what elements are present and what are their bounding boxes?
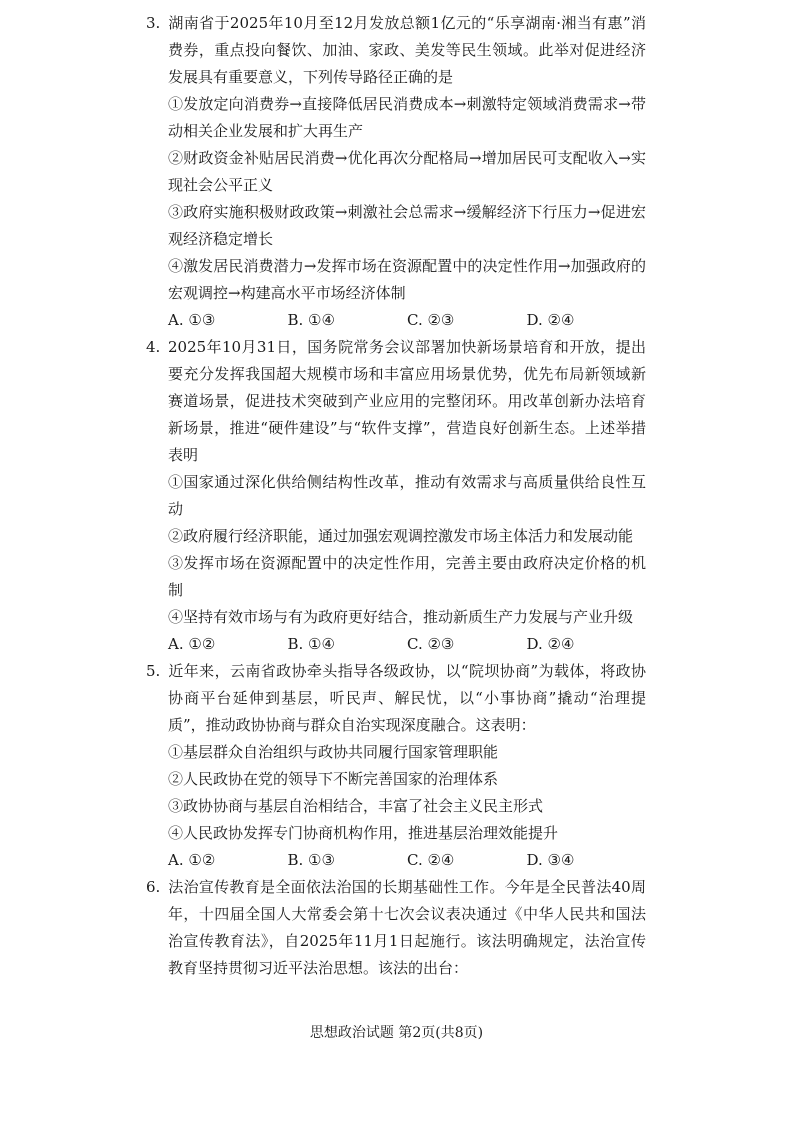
statement: ②政府履行经济职能，通过加强宏观调控激发市场主体活力和发展动能 [168, 527, 634, 545]
question-number: 4. [146, 338, 161, 356]
option-d: D. ②④ [526, 635, 575, 653]
question-stem: 6. 法治宣传教育是全面依法治国的长期基础性工作。今年是全民普法40周年，十四届全国人大常委会第十七次会议表决通过《中华人民共和国法治宣传教育法》，自2025年11月1日起施行。该法明确规定，法治宣传教育坚持贯彻习近平法治思想。该法的出台： [146, 874, 646, 982]
statement: ③政府实施积极财政政策→刺激社会总需求→缓解经济下行压力→促进宏观经济稳定增长 [168, 203, 646, 248]
statement: ③发挥市场在资源配置中的决定性作用，完善主要由政府决定价格的机制 [168, 554, 646, 599]
statement: ④坚持有效市场与有为政府更好结合，推动新质生产力发展与产业升级 [168, 608, 634, 626]
option-d: D. ③④ [526, 851, 575, 869]
question-3 [146, 10, 646, 334]
option-b: B. ①④ [287, 311, 335, 329]
option-a: A. ①② [168, 635, 216, 653]
statement: ①国家通过深化供给侧结构性改革，推动有效需求与高质量供给良性互动 [168, 473, 646, 518]
questions-column [146, 10, 646, 982]
option-c: C. ②③ [407, 311, 455, 329]
answer-options [146, 847, 646, 874]
statement: ④激发居民消费潜力→发挥市场在资源配置中的决定性作用→加强政府的宏观调控→构建高水平市场经济体制 [168, 257, 646, 302]
question-stem: 5. 近年来，云南省政协牵头指导各级政协，以“院坝协商”为载体，将政协协商平台延伸到基层，听民声、解民忧，以“小事协商”撬动“治理提质”，推动政协协商与群众自治实现深度融合。这表明： [146, 658, 646, 739]
statement: ④人民政协发挥专门协商机构作用，推进基层治理效能提升 [168, 824, 559, 842]
statement: ②财政资金补贴居民消费→优化再次分配格局→增加居民可支配收入→实现社会公平正义 [168, 149, 646, 194]
question-4 [146, 334, 646, 658]
question-stem: 4. 2025年10月31日，国务院常务会议部署加快新场景培育和开放，提出要充分发挥我国超大规模市场和丰富应用场景优势，优先布局新领域新赛道场景，促进技术突破到产业应用的完整闭环。用改革创新办法培育新场景，推进“硬件建设”与“软件支撑”，营造良好创新生态。上述举措表明 [146, 334, 646, 469]
page-footer: 思想政治试题 第2页(共8页) [309, 1025, 484, 1041]
option-b: B. ①③ [287, 851, 335, 869]
question-number: 3. [146, 14, 161, 32]
option-c: C. ②③ [407, 635, 455, 653]
option-c: C. ②④ [407, 851, 455, 869]
question-6 [146, 874, 646, 982]
statement: ③政协协商与基层自治相结合，丰富了社会主义民主形式 [168, 797, 544, 815]
answer-options [146, 307, 646, 334]
statement: ①基层群众自治组织与政协共同履行国家管理职能 [168, 743, 499, 761]
question-5 [146, 658, 646, 874]
option-a: A. ①② [168, 851, 216, 869]
option-b: B. ①④ [287, 635, 335, 653]
question-number: 5. [146, 662, 161, 680]
answer-options [146, 631, 646, 658]
question-stem: 3. 湖南省于2025年10月至12月发放总额1亿元的“乐享湖南·湘当有惠”消费券，重点投向餐饮、加油、家政、美发等民生领域。此举对促进经济发展具有重要意义，下列传导路径正确的是 [146, 10, 646, 91]
statement: ②人民政协在党的领导下不断完善国家的治理体系 [168, 770, 499, 788]
statement: ①发放定向消费券→直接降低居民消费成本→刺激特定领域消费需求→带动相关企业发展和扩大再生产 [168, 95, 646, 140]
option-d: D. ②④ [526, 311, 575, 329]
question-number: 6. [146, 878, 161, 896]
option-a: A. ①③ [168, 311, 216, 329]
